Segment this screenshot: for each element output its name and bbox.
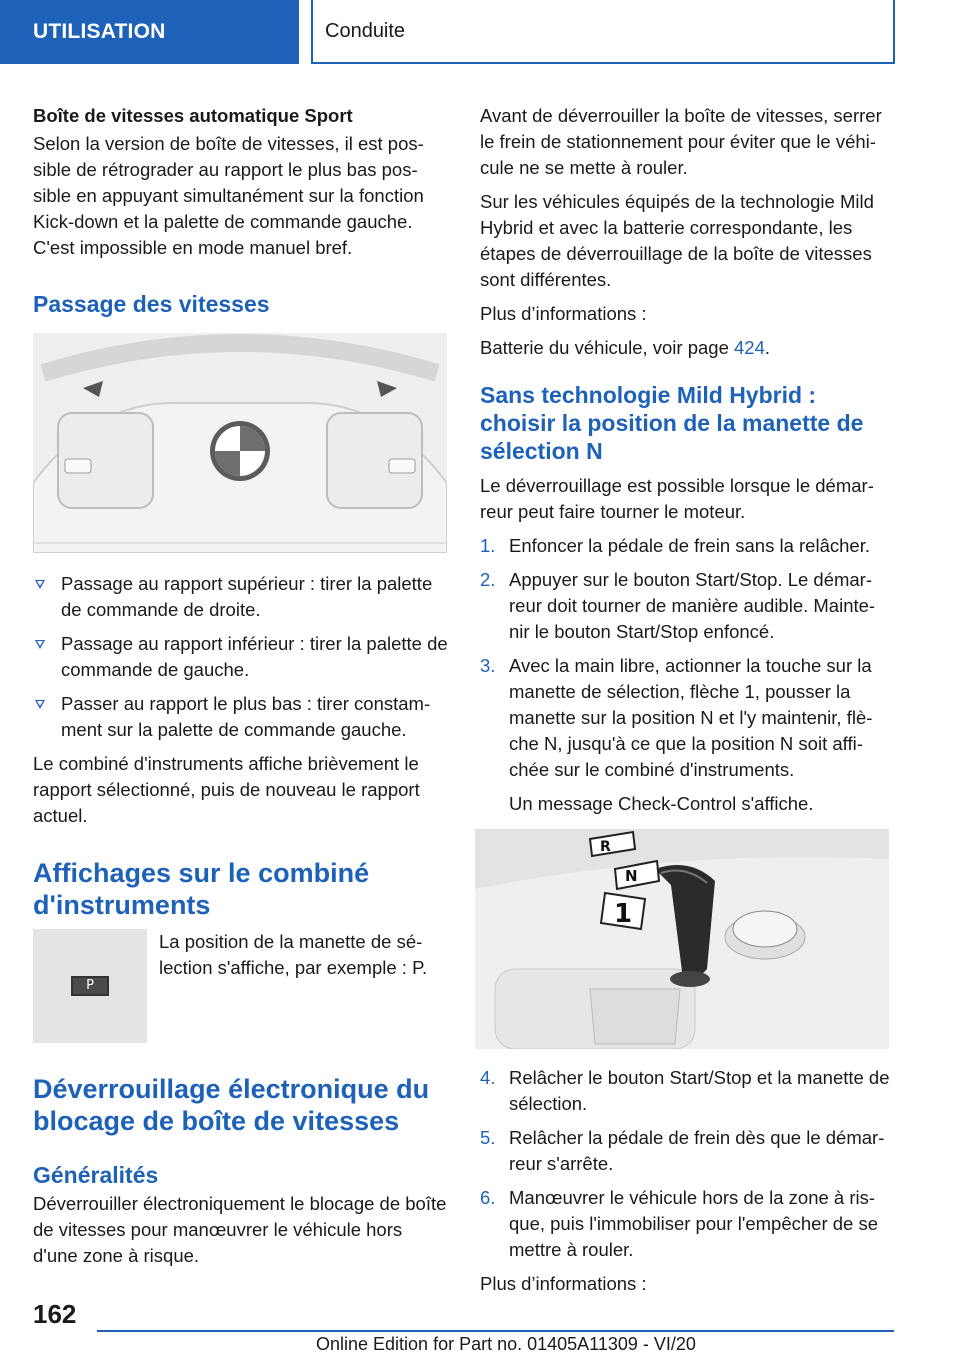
shift-heading: Passage des vitesses — [33, 291, 270, 317]
cluster-paragraph: Le combiné d'instruments affiche brièvement le rapport sélectionné, puis de nouveau le rapport actuel. — [33, 753, 420, 826]
figure-label-r: R — [600, 839, 611, 855]
list-item: 2. Appuyer sur le bouton Start/Stop. Le démar-reur doit tourner de manière audible. Mainte-nir le bouton Start/Stop enfoncé. — [480, 569, 876, 642]
display-block — [33, 929, 451, 1043]
list-item: 4. Relâcher le bouton Start/Stop et la manette de sélection. — [480, 1067, 890, 1114]
bullet-triangle-icon — [35, 640, 45, 649]
figure-label-1: 1 — [614, 899, 633, 929]
battery-reference: Batterie du véhicule, voir page 424. — [480, 337, 771, 358]
sport-heading: Boîte de vitesses automatique Sport — [33, 105, 353, 126]
steps-list — [480, 533, 895, 817]
general-paragraph: Déverrouiller électroniquement le blocage de boîte de vitesses pour manœuvrer le véhicule hors d'une zone à risque. — [33, 1193, 447, 1266]
display-paragraph: La position de la manette de sé-lection s'affiche, par exemple : P. — [159, 931, 428, 978]
more-info-label-end: Plus d’informations : — [480, 1273, 647, 1294]
list-item: 5. Relâcher la pédale de frein dès que le démar-reur s'arrête. — [480, 1127, 885, 1174]
park-indicator: P — [71, 976, 109, 996]
shift-list — [33, 571, 451, 743]
section-tab: UTILISATION — [0, 0, 299, 64]
display-heading: Affichages sur le combiné d'instruments — [33, 858, 370, 920]
more-info-label: Plus d’informations : — [480, 303, 647, 324]
figure-label-n: N — [625, 867, 638, 885]
page-link[interactable]: 424 — [734, 337, 765, 358]
right-column — [480, 103, 895, 1305]
left-column — [33, 103, 451, 1277]
page-number: 162 — [33, 1299, 77, 1329]
intro-paragraph: Avant de déverrouiller la boîte de vitesses, serrer le frein de stationnement pour éviter que le véhi-cule ne se mette à rouler. — [480, 105, 882, 178]
steering-wheel-illustration — [33, 333, 447, 553]
chapter-tab: Conduite — [311, 0, 895, 64]
mild-hybrid-paragraph: Sur les véhicules équipés de la technologie Mild Hybrid et avec la batterie correspondante, les étapes de déverrouillage de la boîte de vitesses sont différentes. — [480, 191, 874, 290]
gear-selector-illustration — [475, 829, 889, 1049]
steps-list-continued — [480, 1065, 895, 1263]
unlock-heading: Déverrouillage électronique du blocage de boîte de vitesses — [33, 1074, 430, 1136]
footer-divider — [97, 1330, 894, 1332]
list-item: Passer au rapport le plus bas : tirer constam-ment sur la palette de commande gauche. — [33, 691, 451, 743]
n-position-heading: Sans technologie Mild Hybrid : choisir la position de la manette de sélection N — [480, 382, 864, 464]
gear-display-image — [33, 929, 147, 1043]
list-item: 1. Enfoncer la pédale de frein sans la relâcher. — [480, 535, 870, 556]
list-item: Passage au rapport supérieur : tirer la palette de commande de droite. — [33, 571, 451, 623]
list-item: 6. Manœuvrer le véhicule hors de la zone à ris-que, puis l'immobiliser pour l'empêcher de se mettre à rouler. — [480, 1187, 879, 1260]
bullet-triangle-icon — [35, 580, 45, 589]
list-item: Passage au rapport inférieur : tirer la palette de commande de gauche. — [33, 631, 451, 683]
sport-paragraph: Selon la version de boîte de vitesses, il est pos-sible de rétrograder au rapport le plus bas pos-sible en appuyant simultanément sur la fonction Kick-down et la palette de commande gauche. C'est impossible en mode manuel bref. — [33, 133, 424, 258]
list-item: 3. Avec la main libre, actionner la touche sur la manette de sélection, flèche 1, pousser la manette sur la position N et l'y maintenir, flè-che N, jusqu'à ce que la position N soit affi-chée sur le combiné d'instruments. Un message Check-Control s'affiche. — [480, 655, 873, 814]
edition-footer: Online Edition for Part no. 01405A11309 - VI/20 — [316, 1334, 696, 1354]
bullet-triangle-icon — [35, 700, 45, 709]
general-heading: Généralités — [33, 1162, 159, 1188]
n-position-paragraph: Le déverrouillage est possible lorsque le démar-reur peut faire tourner le moteur. — [480, 475, 874, 522]
